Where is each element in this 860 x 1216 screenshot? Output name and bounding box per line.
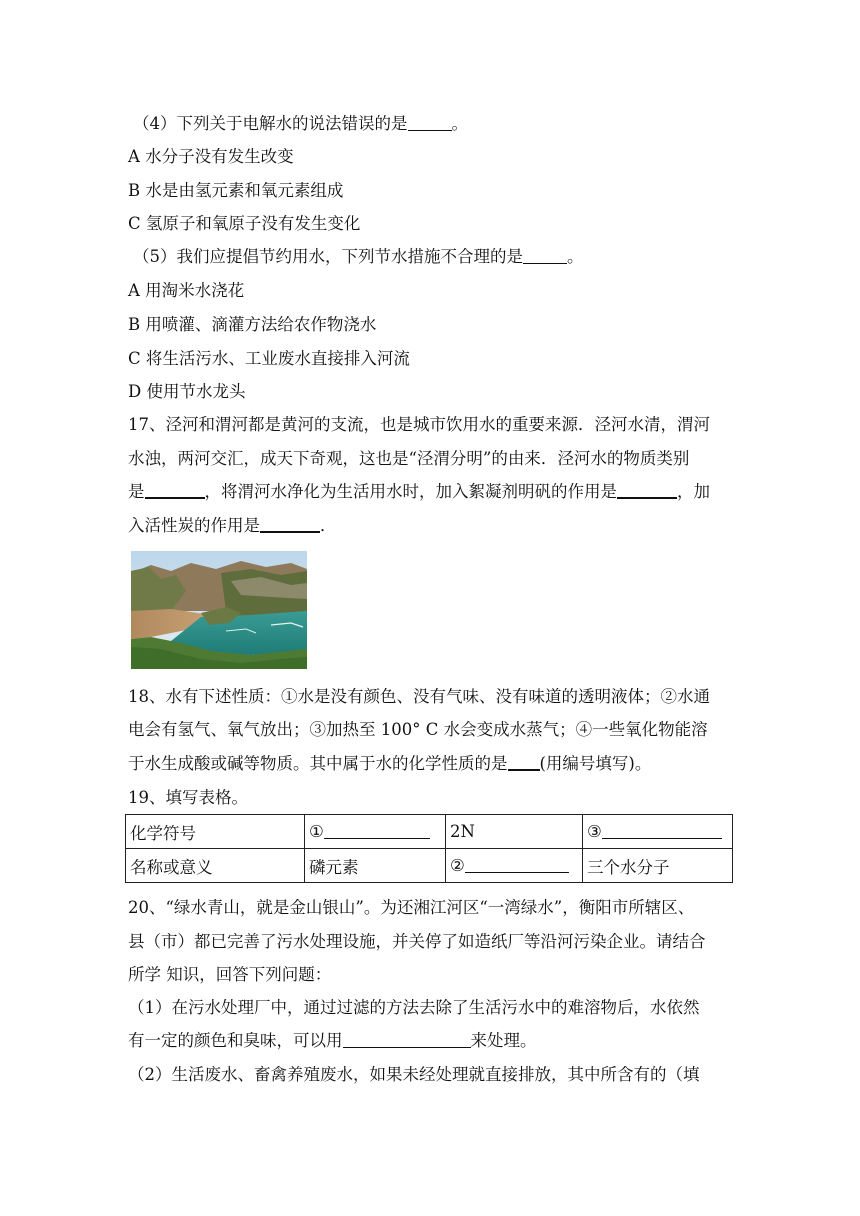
answer-blank[interactable] (343, 1031, 471, 1048)
cell-marker: ② (450, 856, 465, 875)
answer-blank[interactable] (324, 822, 430, 839)
table-cell (583, 815, 733, 849)
q17-text: ． (320, 516, 337, 535)
answer-blank[interactable] (617, 481, 677, 499)
answer-blank[interactable] (523, 247, 567, 264)
q18-text: (用编号填写)。 (539, 754, 652, 773)
q16-part5-option-d: D 使用节水龙头 (128, 382, 246, 401)
answer-blank[interactable] (508, 753, 540, 771)
q17-line3 (128, 481, 710, 503)
q16-part5-option-c: C 将生活污水、工业废水直接排入河流 (128, 349, 410, 368)
q17-line2: 水浊，两河交汇，成天下奇观，这也是“泾渭分明”的由来．泾河水的物质类别 (128, 449, 690, 468)
q20-line1: 20、“绿水青山，就是金山银山”。为还湘江河区“一湾绿水”，衡阳市所辖区、 (128, 898, 695, 917)
q18-line3 (128, 753, 651, 775)
table-cell: 磷元素 (305, 849, 446, 883)
answer-blank[interactable] (465, 856, 569, 873)
answer-blank[interactable] (602, 822, 722, 839)
q20-line3: 所学 知识，回答下列问题： (128, 965, 332, 984)
answer-blank[interactable] (260, 515, 320, 533)
q16-part4-option-c: C 氢原子和氧原子没有发生变化 (128, 214, 361, 233)
table-cell: 2N (446, 815, 583, 849)
row-label: 化学符号 (126, 815, 305, 849)
q16-part4-stem (133, 113, 468, 135)
cell-marker: ③ (587, 822, 602, 841)
table-cell: 三个水分子 (583, 849, 733, 883)
q19-title: 19、填写表格。 (128, 788, 248, 807)
q20-part2-line1: （2）生活废水、畜禽养殖废水，如果未经处理就直接排放，其中所含有的（填 (128, 1065, 700, 1084)
row-label: 名称或意义 (126, 849, 305, 883)
q20-line2: 县（市）都已完善了污水处理设施，并关停了如造纸厂等沿河污染企业。请结合 (128, 932, 706, 951)
q16-part5-option-b: B 用喷灌、滴灌方法给农作物浇水 (128, 315, 377, 334)
q17-text: ，加 (677, 482, 710, 501)
q19-fill-table (125, 814, 733, 883)
q16-part5-end: 。 (567, 247, 584, 266)
q16-part5-stem (133, 246, 584, 268)
river-confluence-photo (131, 551, 307, 669)
q16-part4-option-a: A 水分子没有发生改变 (128, 147, 294, 166)
answer-blank[interactable] (145, 481, 205, 499)
q16-part5-text: （5）我们应提倡节约用水，下列节水措施不合理的是 (133, 247, 523, 266)
q18-line2: 电会有氢气、氧气放出；③加热至 100° C 水会变成水蒸气；④一些氧化物能溶 (128, 720, 708, 739)
q16-part4-end: 。 (451, 114, 468, 133)
q20-part1-line1: （1）在污水处理厂中，通过过滤的方法去除了生活污水中的难溶物后，水依然 (128, 998, 700, 1017)
q18-line1: 18、水有下述性质：①水是没有颜色、没有气味、没有味道的透明液体；②水通 (128, 687, 710, 706)
q16-part4-option-b: B 水是由氢元素和氧元素组成 (128, 181, 344, 200)
q17-line1: 17、泾河和渭河都是黄河的支流，也是城市饮用水的重要来源．泾河水清，渭河 (128, 415, 710, 434)
q17-text: 是 (128, 482, 145, 501)
table-row (126, 815, 733, 849)
answer-blank[interactable] (408, 114, 452, 131)
table-cell (446, 849, 583, 883)
q16-part4-text: （4）下列关于电解水的说法错误的是 (133, 114, 408, 133)
q20-part1-line2 (128, 1030, 537, 1052)
q16-part5-option-a: A 用淘米水浇花 (128, 281, 245, 300)
table-cell (305, 815, 446, 849)
q18-text: 于水生成酸或碱等物质。其中属于水的化学性质的是 (128, 754, 508, 773)
q17-text: ，将渭河水净化为生活用水时，加入絮凝剂明矾的作用是 (204, 482, 617, 501)
q20-text: 有一定的颜色和臭味，可以用 (128, 1031, 343, 1050)
table-row (126, 849, 733, 883)
cell-marker: ① (309, 822, 324, 841)
q20-text: 来处理。 (470, 1031, 537, 1050)
q17-text: 入活性炭的作用是 (128, 516, 260, 535)
q17-line4 (128, 515, 337, 537)
